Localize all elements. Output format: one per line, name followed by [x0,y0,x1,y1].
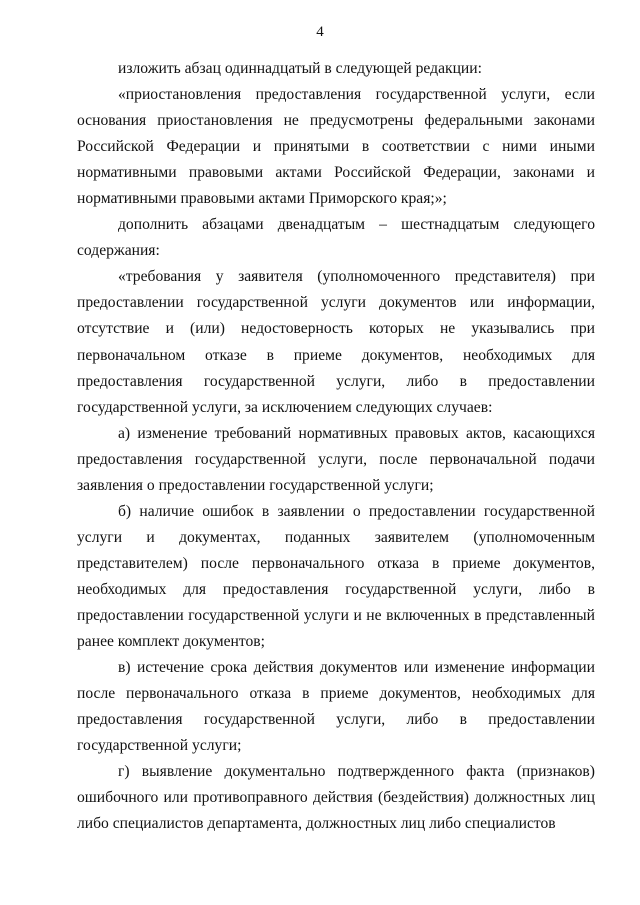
paragraph-suspension-clause: «приостановления предоставления государственной услуги, если основания приостановления не предусмотрены федеральными законами Российской Федерации и принятыми в соответствии с ними иными нормативными правовыми актами Российской Федерации, законами и нормативными правовыми актами Приморского края;»; [77,86,595,208]
paragraph-item-a: а) изменение требований нормативных правовых актов, касающихся предоставления государственной услуги, после первоначальной подачи заявления о предоставлении государственной услуги; [77,424,595,494]
paragraph-requirements-clause: «требования у заявителя (уполномоченного представителя) при предоставлении государственной услуги документов или информации, отсутствие и (или) недостоверность которых не указывались при первоначальном отказе в приеме документов, необходимых для предоставления государственной услуги, либо в предоставлении государственной услуги, за исключением следующих случаев: [77,268,595,416]
paragraph-item-g: г) выявление документально подтвержденного факта (признаков) ошибочного или противоправного действия (бездействия) должностных лиц либо специалистов департамента, должностных лиц либо специалистов [77,763,595,833]
page-number: 4 [316,24,324,40]
paragraph-item-v: в) истечение срока действия документов или изменение информации после первоначального отказа в приеме документов, необходимых для предоставления государственной услуги, либо в предоставлении государственной услуги; [77,659,595,755]
paragraph-item-b: б) наличие ошибок в заявлении о предоставлении государственной услуги и документах, поданных заявителем (уполномоченным представителем) после первоначального отказа в приеме документов, необходимых для предоставления государственной услуги, либо в предоставлении государственной услуги и не включенных в представленный ранее комплект документов; [77,502,595,651]
paragraph-instruction-amend: изложить абзац одиннадцатый в следующей редакции: [118,60,482,77]
paragraph-instruction-add: дополнить абзацами двенадцатым – шестнадцатым следующего содержания: [77,216,595,260]
document-body [77,56,595,837]
